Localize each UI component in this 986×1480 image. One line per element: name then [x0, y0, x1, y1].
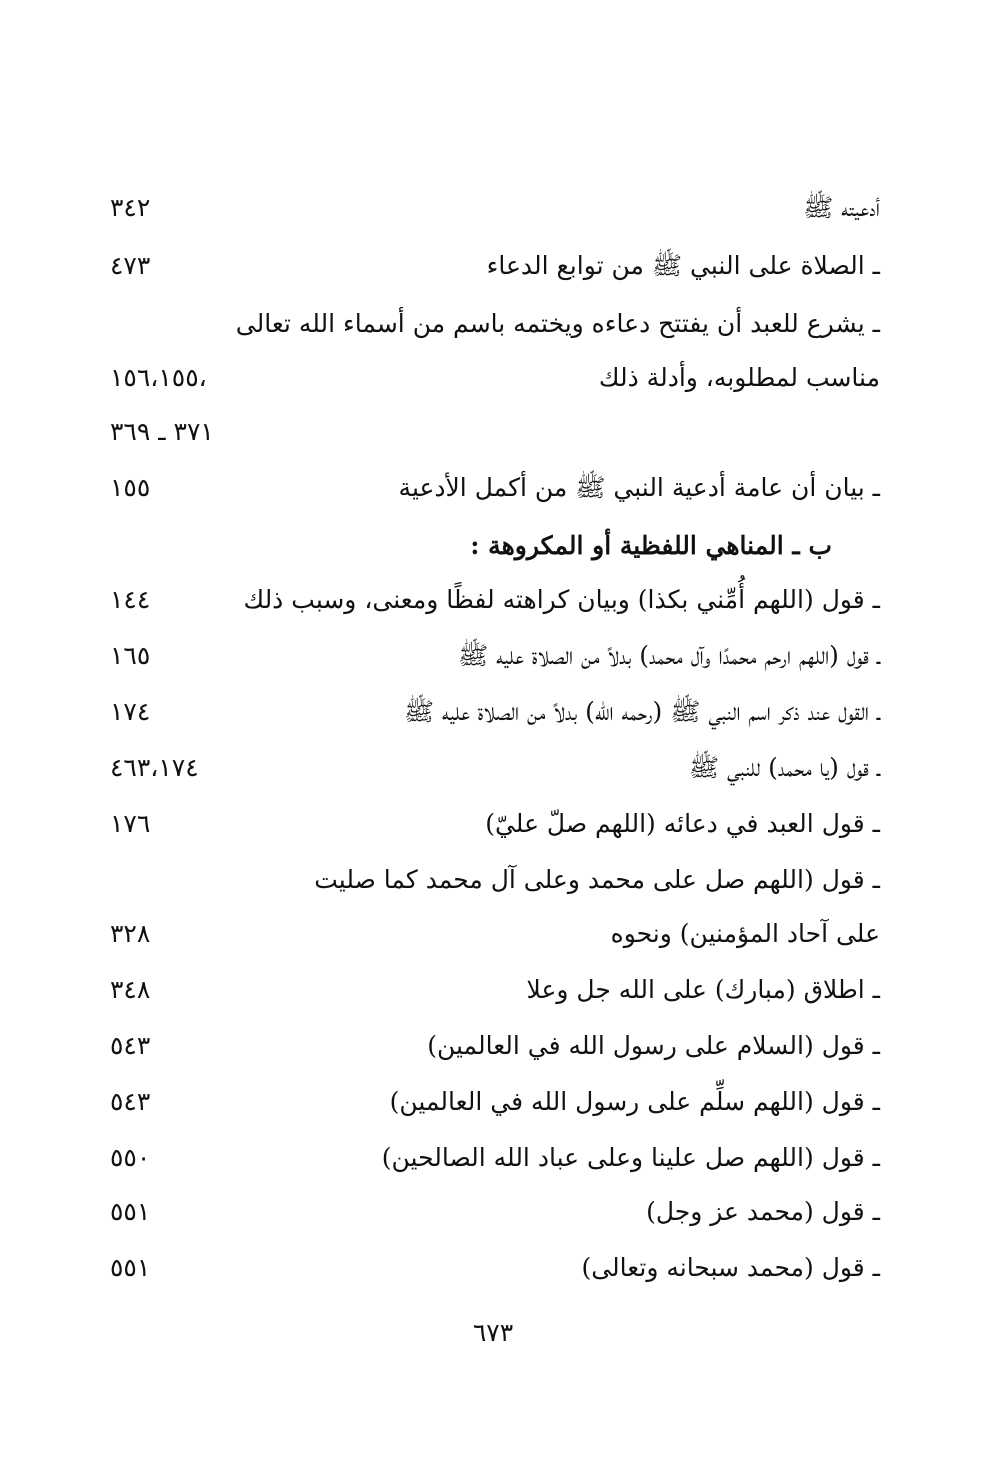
- entry-text: ـ قول (محمد عز وجل): [646, 1197, 880, 1226]
- entry-page-ref: ،١٥٦،١٥٥: [110, 363, 207, 392]
- entry-page-ref: ٣٤٨: [110, 975, 151, 1004]
- entry-page-ref: ٣٢٨: [110, 919, 151, 948]
- entry-text: ـ قول (اللهم سلِّم على رسول الله في العالمين): [389, 1087, 880, 1116]
- section-heading-text: ب ـ المناهي اللفظية أو المكروهة :: [470, 531, 832, 560]
- entry-page-ref: ٣٤٢: [110, 193, 151, 222]
- index-entry: [110, 632, 880, 680]
- index-entry: [110, 242, 880, 290]
- index-entry: [110, 1188, 880, 1236]
- entry-text: على آحاد المؤمنين) ونحوه: [610, 919, 880, 948]
- entry-page-ref: ١٤٤: [110, 585, 151, 614]
- index-entry: [110, 300, 880, 348]
- entry-page-ref: ٥٤٣: [110, 1087, 151, 1116]
- index-entry: [110, 1244, 880, 1292]
- index-entry: [110, 744, 880, 792]
- entry-page-ref: ٥٥١: [110, 1197, 151, 1226]
- page-number: ٦٧٣: [472, 1318, 514, 1347]
- entry-page-ref: ٣٧١ ـ ٣٦٩: [110, 417, 214, 446]
- entry-text: ـ الصلاة على النبي ﷺ من توابع الدعاء: [486, 251, 880, 280]
- index-entry: [110, 464, 880, 512]
- entry-text: ـ قول (يا محمد) للنبي ﷺ: [688, 753, 880, 782]
- entry-page-ref: ٤٦٣،١٧٤: [110, 753, 199, 782]
- index-entry: [110, 354, 880, 402]
- entry-text: ـ قول (السلام على رسول الله في العالمين): [427, 1031, 880, 1060]
- entry-text: مناسب لمطلوبه، وأدلة ذلك: [598, 363, 880, 392]
- entry-text: ـ قول العبد في دعائه (اللهم صلّ عليّ): [485, 809, 880, 838]
- index-entry: [110, 1134, 880, 1182]
- entry-text: ـ قول (اللهم ارحم محمدًا وآل محمد) بدلاً من الصلاة عليه ﷺ: [457, 641, 880, 670]
- entry-page-ref: ٥٤٣: [110, 1031, 151, 1060]
- entry-page-ref: ٥٥٠: [110, 1143, 151, 1172]
- entry-page-ref: ١٧٤: [110, 697, 151, 726]
- entry-page-ref: ١٦٥: [110, 641, 151, 670]
- entry-text: أدعيته ﷺ: [803, 193, 880, 222]
- index-entry: [110, 408, 880, 456]
- index-entry: [110, 688, 880, 736]
- entry-text: ـ بيان أن عامة أدعية النبي ﷺ من أكمل الأدعية: [398, 473, 880, 502]
- entry-page-ref: ١٥٥: [110, 473, 151, 502]
- entry-text: ـ قول (اللهم أُمِّني بكذا) وبيان كراهته لفظًا ومعنى، وسبب ذلك: [243, 585, 880, 614]
- entry-text: ـ اطلاق (مبارك) على الله جل وعلا: [526, 975, 880, 1004]
- entry-text: ـ قول (اللهم صل علينا وعلى عباد الله الصالحين): [381, 1143, 880, 1172]
- section-heading: [110, 522, 880, 570]
- index-entry: [110, 800, 880, 848]
- entry-page-ref: ٥٥١: [110, 1253, 151, 1282]
- entry-text: ـ القول عند ذكر اسم النبي ﷺ (رحمه الله) بدلاً من الصلاة عليه ﷺ: [403, 697, 880, 726]
- entry-text: ـ يشرع للعبد أن يفتتح دعاءه ويختمه باسم من أسماء الله تعالى: [235, 309, 880, 338]
- index-entry: [110, 1078, 880, 1126]
- index-entry: [110, 1022, 880, 1070]
- index-entry: [110, 576, 880, 624]
- entry-page-ref: ١٧٦: [110, 809, 151, 838]
- index-entry: [110, 184, 880, 232]
- index-entry: [110, 856, 880, 904]
- entry-text: ـ قول (محمد سبحانه وتعالى): [581, 1253, 880, 1282]
- index-entry: [110, 910, 880, 958]
- index-entry: [110, 966, 880, 1014]
- entry-text: ـ قول (اللهم صل على محمد وعلى آل محمد كما صليت: [314, 865, 880, 894]
- entry-page-ref: ٤٧٣: [110, 251, 151, 280]
